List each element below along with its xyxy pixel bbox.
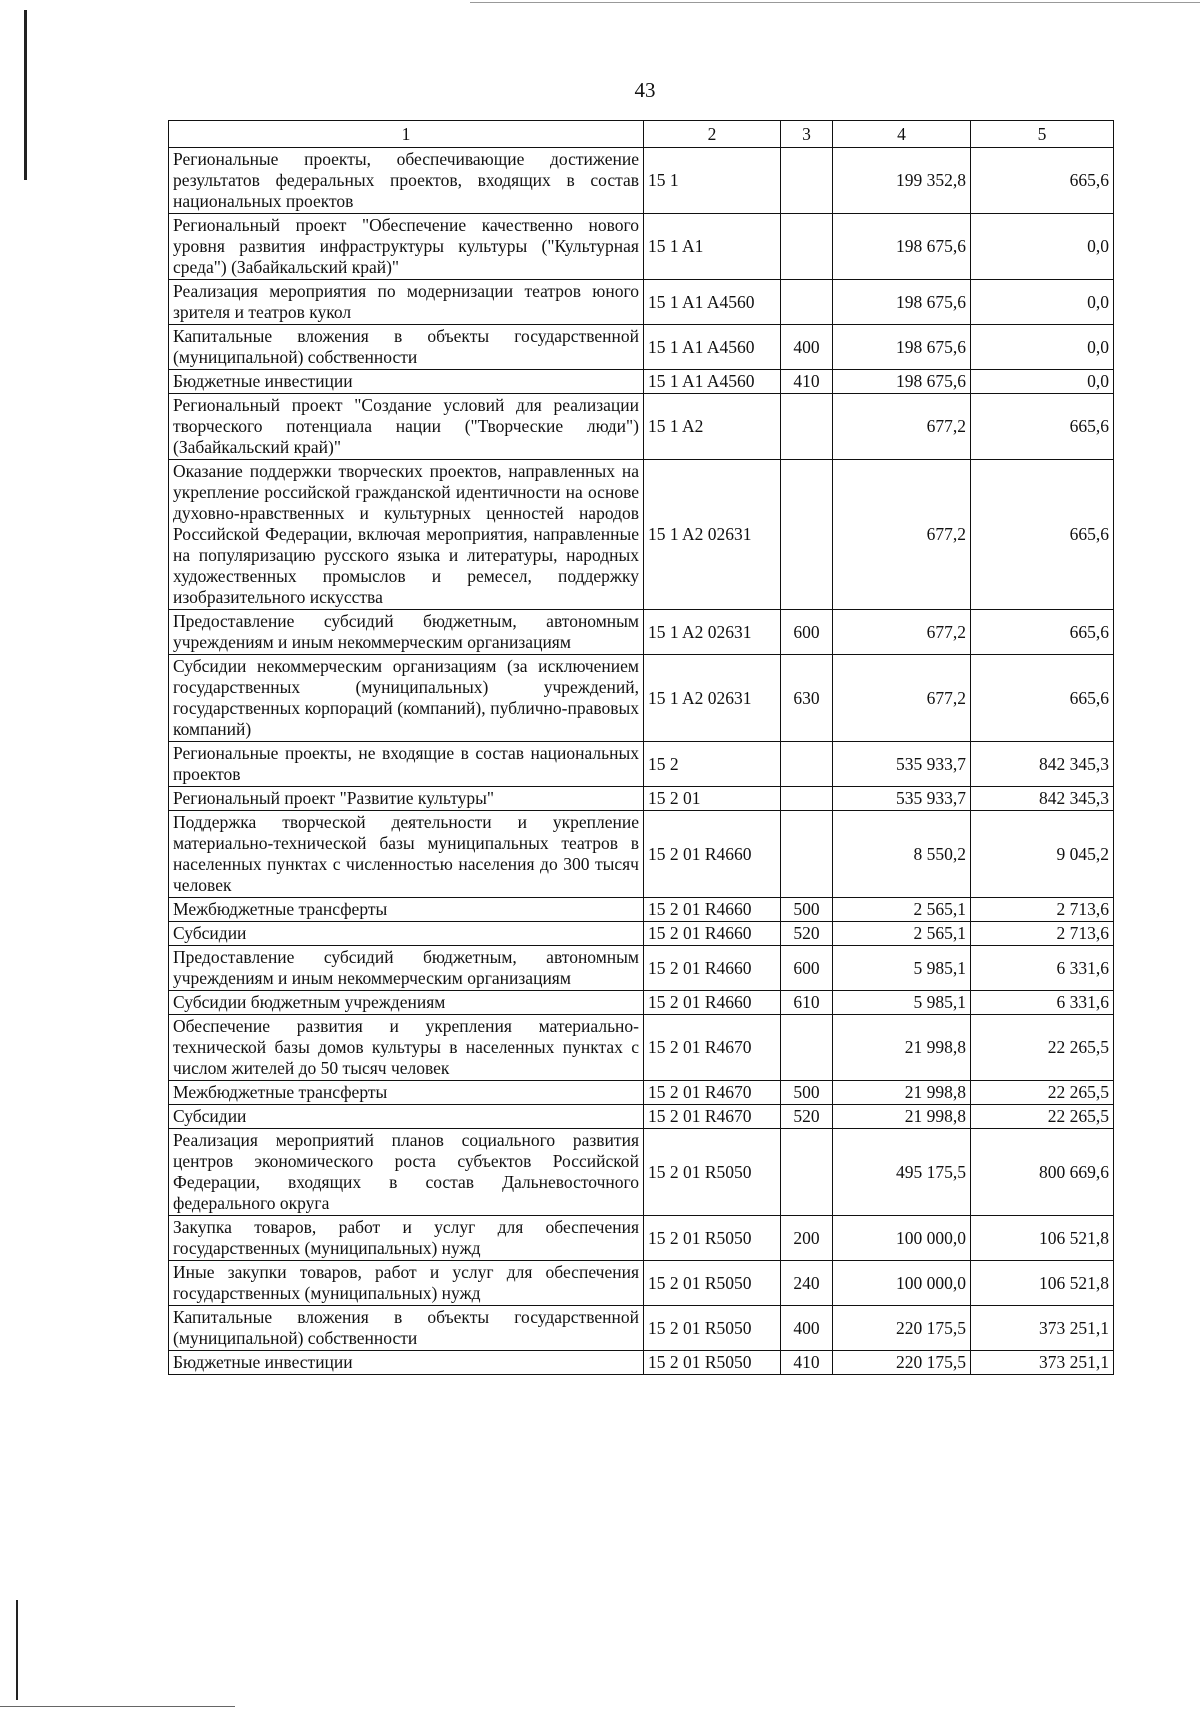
row-code-cell: 15 2 01 R5050 [644,1129,781,1216]
row-value-2-cell: 22 265,5 [971,1015,1114,1081]
table-row [169,946,1114,991]
row-vr-cell: 400 [781,1306,833,1351]
row-value-2-cell: 373 251,1 [971,1306,1114,1351]
row-value-1-cell: 5 985,1 [833,991,971,1015]
row-code-cell: 15 1 A1 A4560 [644,370,781,394]
column-header-3: 3 [781,121,833,148]
row-vr-cell: 520 [781,922,833,946]
row-name-cell: Межбюджетные трансферты [169,1081,644,1105]
row-code-cell: 15 2 [644,742,781,787]
row-value-2-cell: 22 265,5 [971,1081,1114,1105]
row-value-1-cell: 199 352,8 [833,148,971,214]
row-value-1-cell: 198 675,6 [833,325,971,370]
row-name-cell: Бюджетные инвестиции [169,370,644,394]
row-code-cell: 15 2 01 [644,787,781,811]
row-value-2-cell: 9 045,2 [971,811,1114,898]
column-header-2: 2 [644,121,781,148]
row-value-1-cell: 2 565,1 [833,922,971,946]
row-vr-cell: 600 [781,610,833,655]
table-row [169,898,1114,922]
row-vr-cell: 200 [781,1216,833,1261]
table-row [169,991,1114,1015]
row-name-cell: Капитальные вложения в объекты государственной (муниципальной) собственности [169,325,644,370]
row-value-1-cell: 677,2 [833,610,971,655]
row-code-cell: 15 2 01 R4660 [644,922,781,946]
row-value-2-cell: 106 521,8 [971,1261,1114,1306]
table-row [169,1261,1114,1306]
row-value-1-cell: 21 998,8 [833,1015,971,1081]
table-row [169,655,1114,742]
table-row [169,280,1114,325]
row-name-cell: Региональные проекты, обеспечивающие достижение результатов федеральных проектов, входящих в состав национальных проектов [169,148,644,214]
row-value-2-cell: 22 265,5 [971,1105,1114,1129]
row-value-1-cell: 535 933,7 [833,787,971,811]
table-row [169,811,1114,898]
row-name-cell: Закупка товаров, работ и услуг для обеспечения государственных (муниципальных) нужд [169,1216,644,1261]
table-row [169,1351,1114,1375]
row-vr-cell: 600 [781,946,833,991]
row-value-1-cell: 677,2 [833,655,971,742]
table-row [169,1306,1114,1351]
row-vr-cell [781,148,833,214]
row-value-2-cell: 842 345,3 [971,787,1114,811]
row-value-1-cell: 8 550,2 [833,811,971,898]
row-name-cell: Предоставление субсидий бюджетным, автономным учреждениям и иным некоммерческим организациям [169,610,644,655]
row-name-cell: Региональный проект "Создание условий для реализации творческого потенциала нации ("Творческие люди") (Забайкальский край)" [169,394,644,460]
table-row [169,1216,1114,1261]
row-value-1-cell: 198 675,6 [833,370,971,394]
row-code-cell: 15 1 A1 A4560 [644,325,781,370]
column-header-4: 4 [833,121,971,148]
scan-edge-bottom [0,1706,235,1707]
table-row [169,460,1114,610]
row-value-2-cell: 665,6 [971,148,1114,214]
row-vr-cell [781,742,833,787]
row-code-cell: 15 2 01 R4670 [644,1105,781,1129]
table-row [169,1081,1114,1105]
table-row [169,394,1114,460]
row-value-2-cell: 0,0 [971,214,1114,280]
row-vr-cell: 630 [781,655,833,742]
budget-table [168,120,1114,1375]
row-vr-cell: 500 [781,1081,833,1105]
row-value-1-cell: 5 985,1 [833,946,971,991]
row-value-2-cell: 665,6 [971,610,1114,655]
row-name-cell: Бюджетные инвестиции [169,1351,644,1375]
row-name-cell: Иные закупки товаров, работ и услуг для обеспечения государственных (муниципальных) нужд [169,1261,644,1306]
row-name-cell: Региональный проект "Развитие культуры" [169,787,644,811]
row-code-cell: 15 2 01 R5050 [644,1351,781,1375]
row-value-2-cell: 0,0 [971,370,1114,394]
row-name-cell: Предоставление субсидий бюджетным, автономным учреждениям и иным некоммерческим организациям [169,946,644,991]
row-value-2-cell: 2 713,6 [971,898,1114,922]
row-value-1-cell: 495 175,5 [833,1129,971,1216]
row-value-2-cell: 665,6 [971,394,1114,460]
row-vr-cell [781,1129,833,1216]
row-code-cell: 15 1 A1 A4560 [644,280,781,325]
table-row [169,148,1114,214]
row-code-cell: 15 2 01 R4660 [644,991,781,1015]
row-vr-cell: 240 [781,1261,833,1306]
table-row [169,1015,1114,1081]
row-name-cell: Субсидии бюджетным учреждениям [169,991,644,1015]
row-name-cell: Капитальные вложения в объекты государственной (муниципальной) собственности [169,1306,644,1351]
row-value-1-cell: 535 933,7 [833,742,971,787]
row-vr-cell [781,811,833,898]
table-row [169,1129,1114,1216]
table-row [169,1105,1114,1129]
row-value-2-cell: 665,6 [971,655,1114,742]
row-name-cell: Оказание поддержки творческих проектов, направленных на укрепление российской гражданской идентичности на основе духовно-нравственных и культурных ценностей народов Российской Федерации, включая мероприятия, направленные на популяризацию русского языка и литературы, народных художественных промыслов и ремесел, поддержку изобразительного искусства [169,460,644,610]
row-value-1-cell: 220 175,5 [833,1351,971,1375]
row-value-2-cell: 0,0 [971,280,1114,325]
table-row [169,742,1114,787]
row-name-cell: Субсидии [169,922,644,946]
row-vr-cell [781,1015,833,1081]
row-vr-cell: 410 [781,370,833,394]
table-row [169,922,1114,946]
table-row [169,370,1114,394]
row-value-1-cell: 198 675,6 [833,280,971,325]
scan-edge-top [470,2,1200,3]
row-value-2-cell: 6 331,6 [971,991,1114,1015]
row-value-1-cell: 677,2 [833,460,971,610]
row-value-2-cell: 2 713,6 [971,922,1114,946]
row-code-cell: 15 2 01 R4660 [644,811,781,898]
row-code-cell: 15 1 A1 [644,214,781,280]
row-name-cell: Субсидии некоммерческим организациям (за исключением государственных (муниципальных) учреждений, государственных корпораций (компаний), публично-правовых компаний) [169,655,644,742]
row-code-cell: 15 1 A2 02631 [644,460,781,610]
row-code-cell: 15 2 01 R4670 [644,1081,781,1105]
table-row [169,214,1114,280]
row-name-cell: Региональные проекты, не входящие в состав национальных проектов [169,742,644,787]
row-value-2-cell: 373 251,1 [971,1351,1114,1375]
row-value-2-cell: 842 345,3 [971,742,1114,787]
row-name-cell: Обеспечение развития и укрепления материально-технической базы домов культуры в населенных пунктах с числом жителей до 50 тысяч человек [169,1015,644,1081]
row-vr-cell: 500 [781,898,833,922]
row-value-2-cell: 800 669,6 [971,1129,1114,1216]
row-value-1-cell: 198 675,6 [833,214,971,280]
row-value-1-cell: 100 000,0 [833,1216,971,1261]
row-code-cell: 15 2 01 R5050 [644,1306,781,1351]
row-vr-cell [781,280,833,325]
row-code-cell: 15 1 [644,148,781,214]
row-name-cell: Реализация мероприятия по модернизации театров юного зрителя и театров кукол [169,280,644,325]
row-vr-cell: 400 [781,325,833,370]
row-value-1-cell: 100 000,0 [833,1261,971,1306]
table-row [169,787,1114,811]
row-code-cell: 15 1 A2 [644,394,781,460]
row-vr-cell [781,460,833,610]
row-value-1-cell: 2 565,1 [833,898,971,922]
row-name-cell: Межбюджетные трансферты [169,898,644,922]
row-value-1-cell: 21 998,8 [833,1105,971,1129]
row-name-cell: Реализация мероприятий планов социального развития центров экономического роста субъектов Российской Федерации, входящих в состав Дальневосточного федерального округа [169,1129,644,1216]
row-name-cell: Субсидии [169,1105,644,1129]
row-value-2-cell: 665,6 [971,460,1114,610]
budget-table-body [169,121,1114,1375]
row-code-cell: 15 2 01 R4670 [644,1015,781,1081]
row-value-2-cell: 0,0 [971,325,1114,370]
row-vr-cell [781,394,833,460]
row-code-cell: 15 1 A2 02631 [644,655,781,742]
row-code-cell: 15 2 01 R4660 [644,946,781,991]
row-value-2-cell: 6 331,6 [971,946,1114,991]
row-vr-cell [781,787,833,811]
row-value-1-cell: 220 175,5 [833,1306,971,1351]
row-vr-cell: 520 [781,1105,833,1129]
table-row [169,325,1114,370]
column-header-1: 1 [169,121,644,148]
row-value-1-cell: 677,2 [833,394,971,460]
row-code-cell: 15 2 01 R5050 [644,1216,781,1261]
page-number: 43 [634,78,656,102]
row-code-cell: 15 2 01 R4660 [644,898,781,922]
row-vr-cell: 410 [781,1351,833,1375]
row-name-cell: Региональный проект "Обеспечение качественно нового уровня развития инфраструктуры культуры ("Культурная среда") (Забайкальский край)" [169,214,644,280]
row-value-1-cell: 21 998,8 [833,1081,971,1105]
row-value-2-cell: 106 521,8 [971,1216,1114,1261]
row-vr-cell [781,214,833,280]
row-vr-cell: 610 [781,991,833,1015]
table-row [169,610,1114,655]
scan-edge-left-lower [16,1600,18,1700]
column-header-5: 5 [971,121,1114,148]
table-header-row [169,121,1114,148]
row-name-cell: Поддержка творческой деятельности и укрепление материально-технической базы муниципальных театров в населенных пунктах с численностью населения до 300 тысяч человек [169,811,644,898]
row-code-cell: 15 1 A2 02631 [644,610,781,655]
row-code-cell: 15 2 01 R5050 [644,1261,781,1306]
